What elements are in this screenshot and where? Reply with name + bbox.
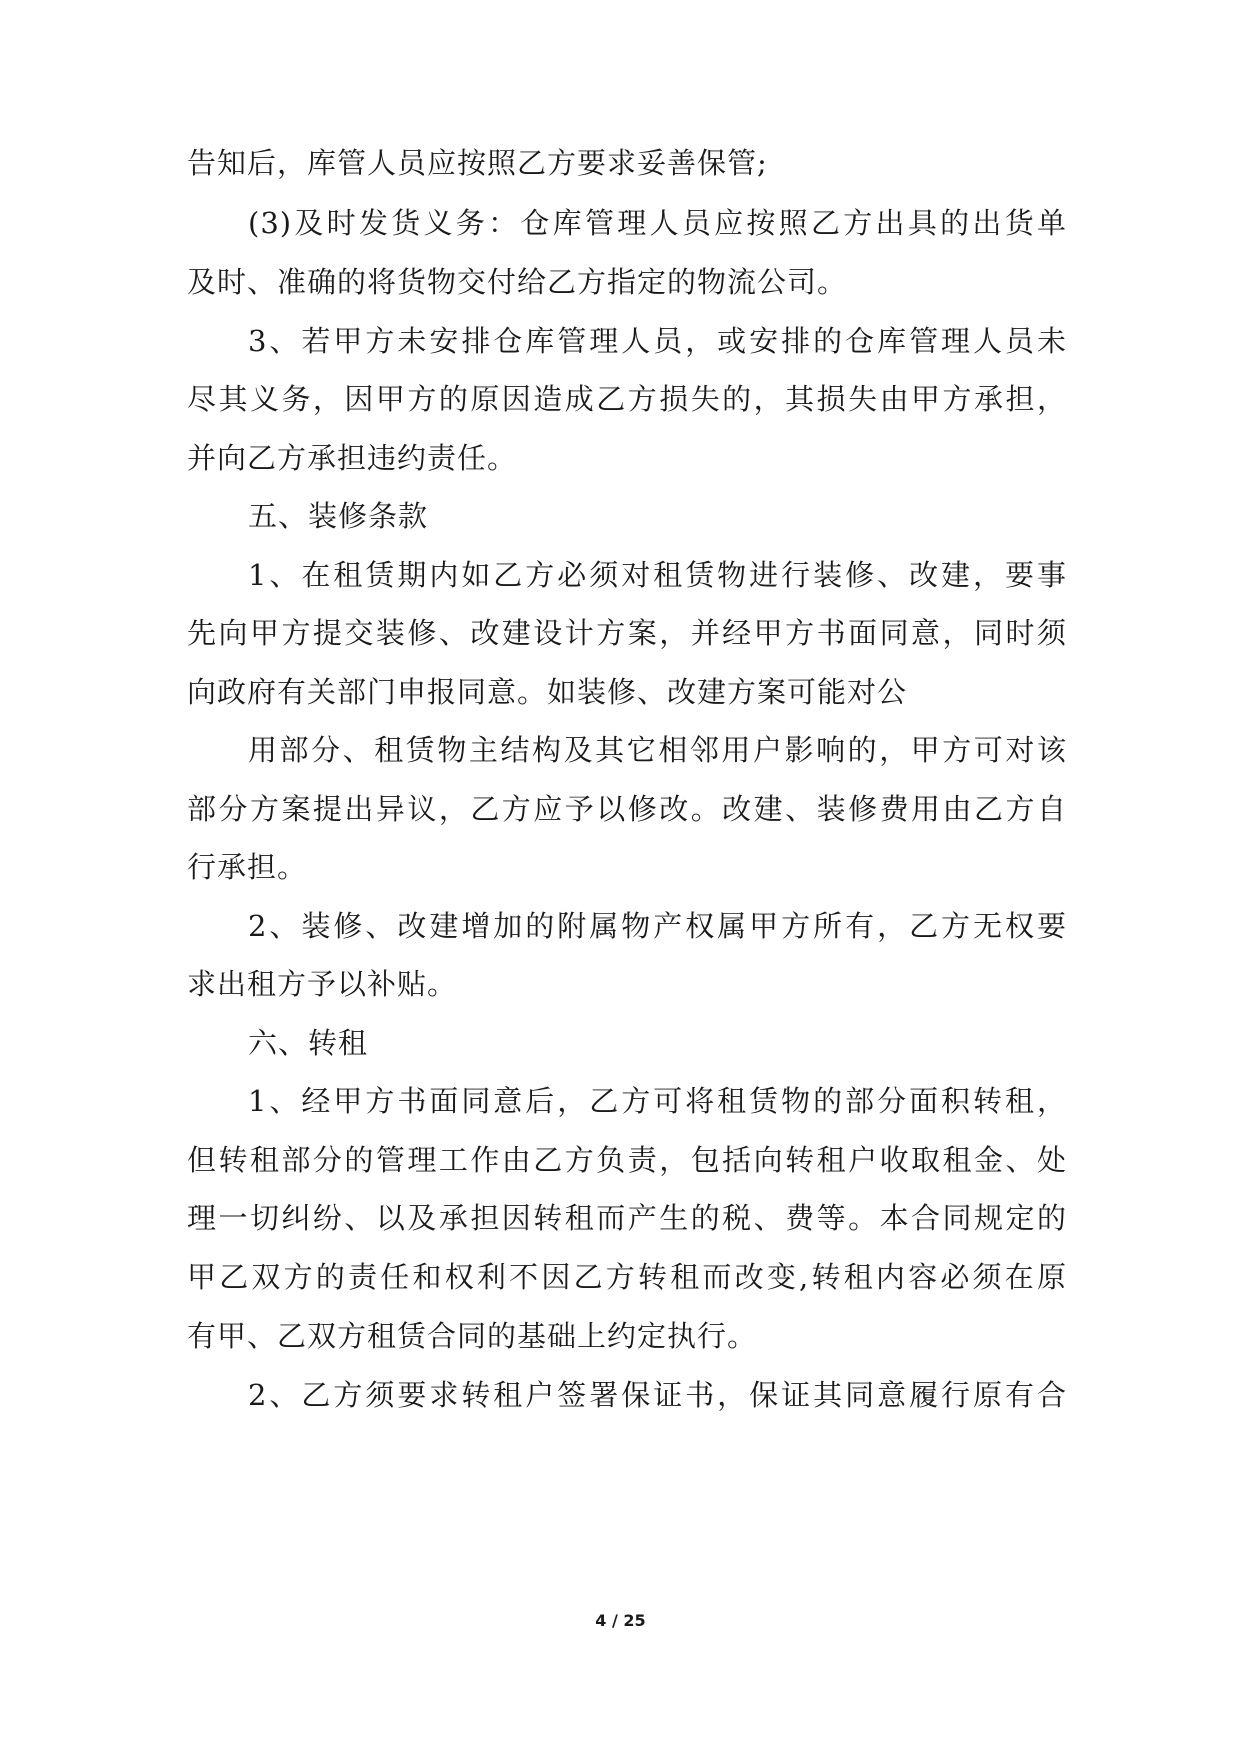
text-line: 用部分、租赁物主结构及其它相邻用户影响的，甲方可对该 (248, 733, 1067, 767)
text-line: (3)及时发货义务：仓库管理人员应按照乙方出具的出货单 (248, 206, 1067, 240)
text-line: 2、乙方须要求转租户签署保证书，保证其同意履行原有合 (248, 1378, 1067, 1412)
text-line: 先向甲方提交装修、改建设计方案，并经甲方书面同意，同时须 (187, 616, 1067, 650)
text-line: 甲乙双方的责任和权利不因乙方转租而改变,转租内容必须在原 (187, 1260, 1067, 1294)
text-line: 向政府有关部门申报同意。如装修、改建方案可能对公 (187, 675, 908, 709)
text-line: 部分方案提出异议，乙方应予以修改。改建、装修费用由乙方自 (187, 792, 1067, 826)
text-line: 1、经甲方书面同意后，乙方可将租赁物的部分面积转租， (248, 1084, 1067, 1118)
text-line: 及时、准确的将货物交付给乙方指定的物流公司。 (187, 265, 848, 299)
section-heading: 五、装修条款 (248, 499, 429, 533)
page-number: 4 / 25 (595, 1611, 646, 1630)
text-line: 但转租部分的管理工作由乙方负责，包括向转租户收取租金、处 (187, 1143, 1067, 1177)
text-line: 行承担。 (187, 850, 308, 884)
text-line: 理一切纠纷、以及承担因转租而产生的税、费等。本合同规定的 (187, 1201, 1067, 1235)
text-line: 并向乙方承担违约责任。 (187, 441, 518, 475)
text-line: 1、在租赁期内如乙方必须对租赁物进行装修、改建，要事 (248, 558, 1067, 592)
text-line: 2、装修、改建增加的附属物产权属甲方所有，乙方无权要 (248, 909, 1067, 943)
section-heading: 六、转租 (248, 1026, 369, 1060)
text-line: 求出租方予以补贴。 (187, 967, 458, 1001)
text-line: 有甲、乙双方租赁合同的基础上约定执行。 (187, 1319, 758, 1353)
text-line: 3、若甲方未安排仓库管理人员，或安排的仓库管理人员未 (248, 324, 1067, 358)
text-line: 告知后，库管人员应按照乙方要求妥善保管; (187, 146, 768, 180)
text-line: 尽其义务，因甲方的原因造成乙方损失的，其损失由甲方承担， (187, 382, 1067, 416)
